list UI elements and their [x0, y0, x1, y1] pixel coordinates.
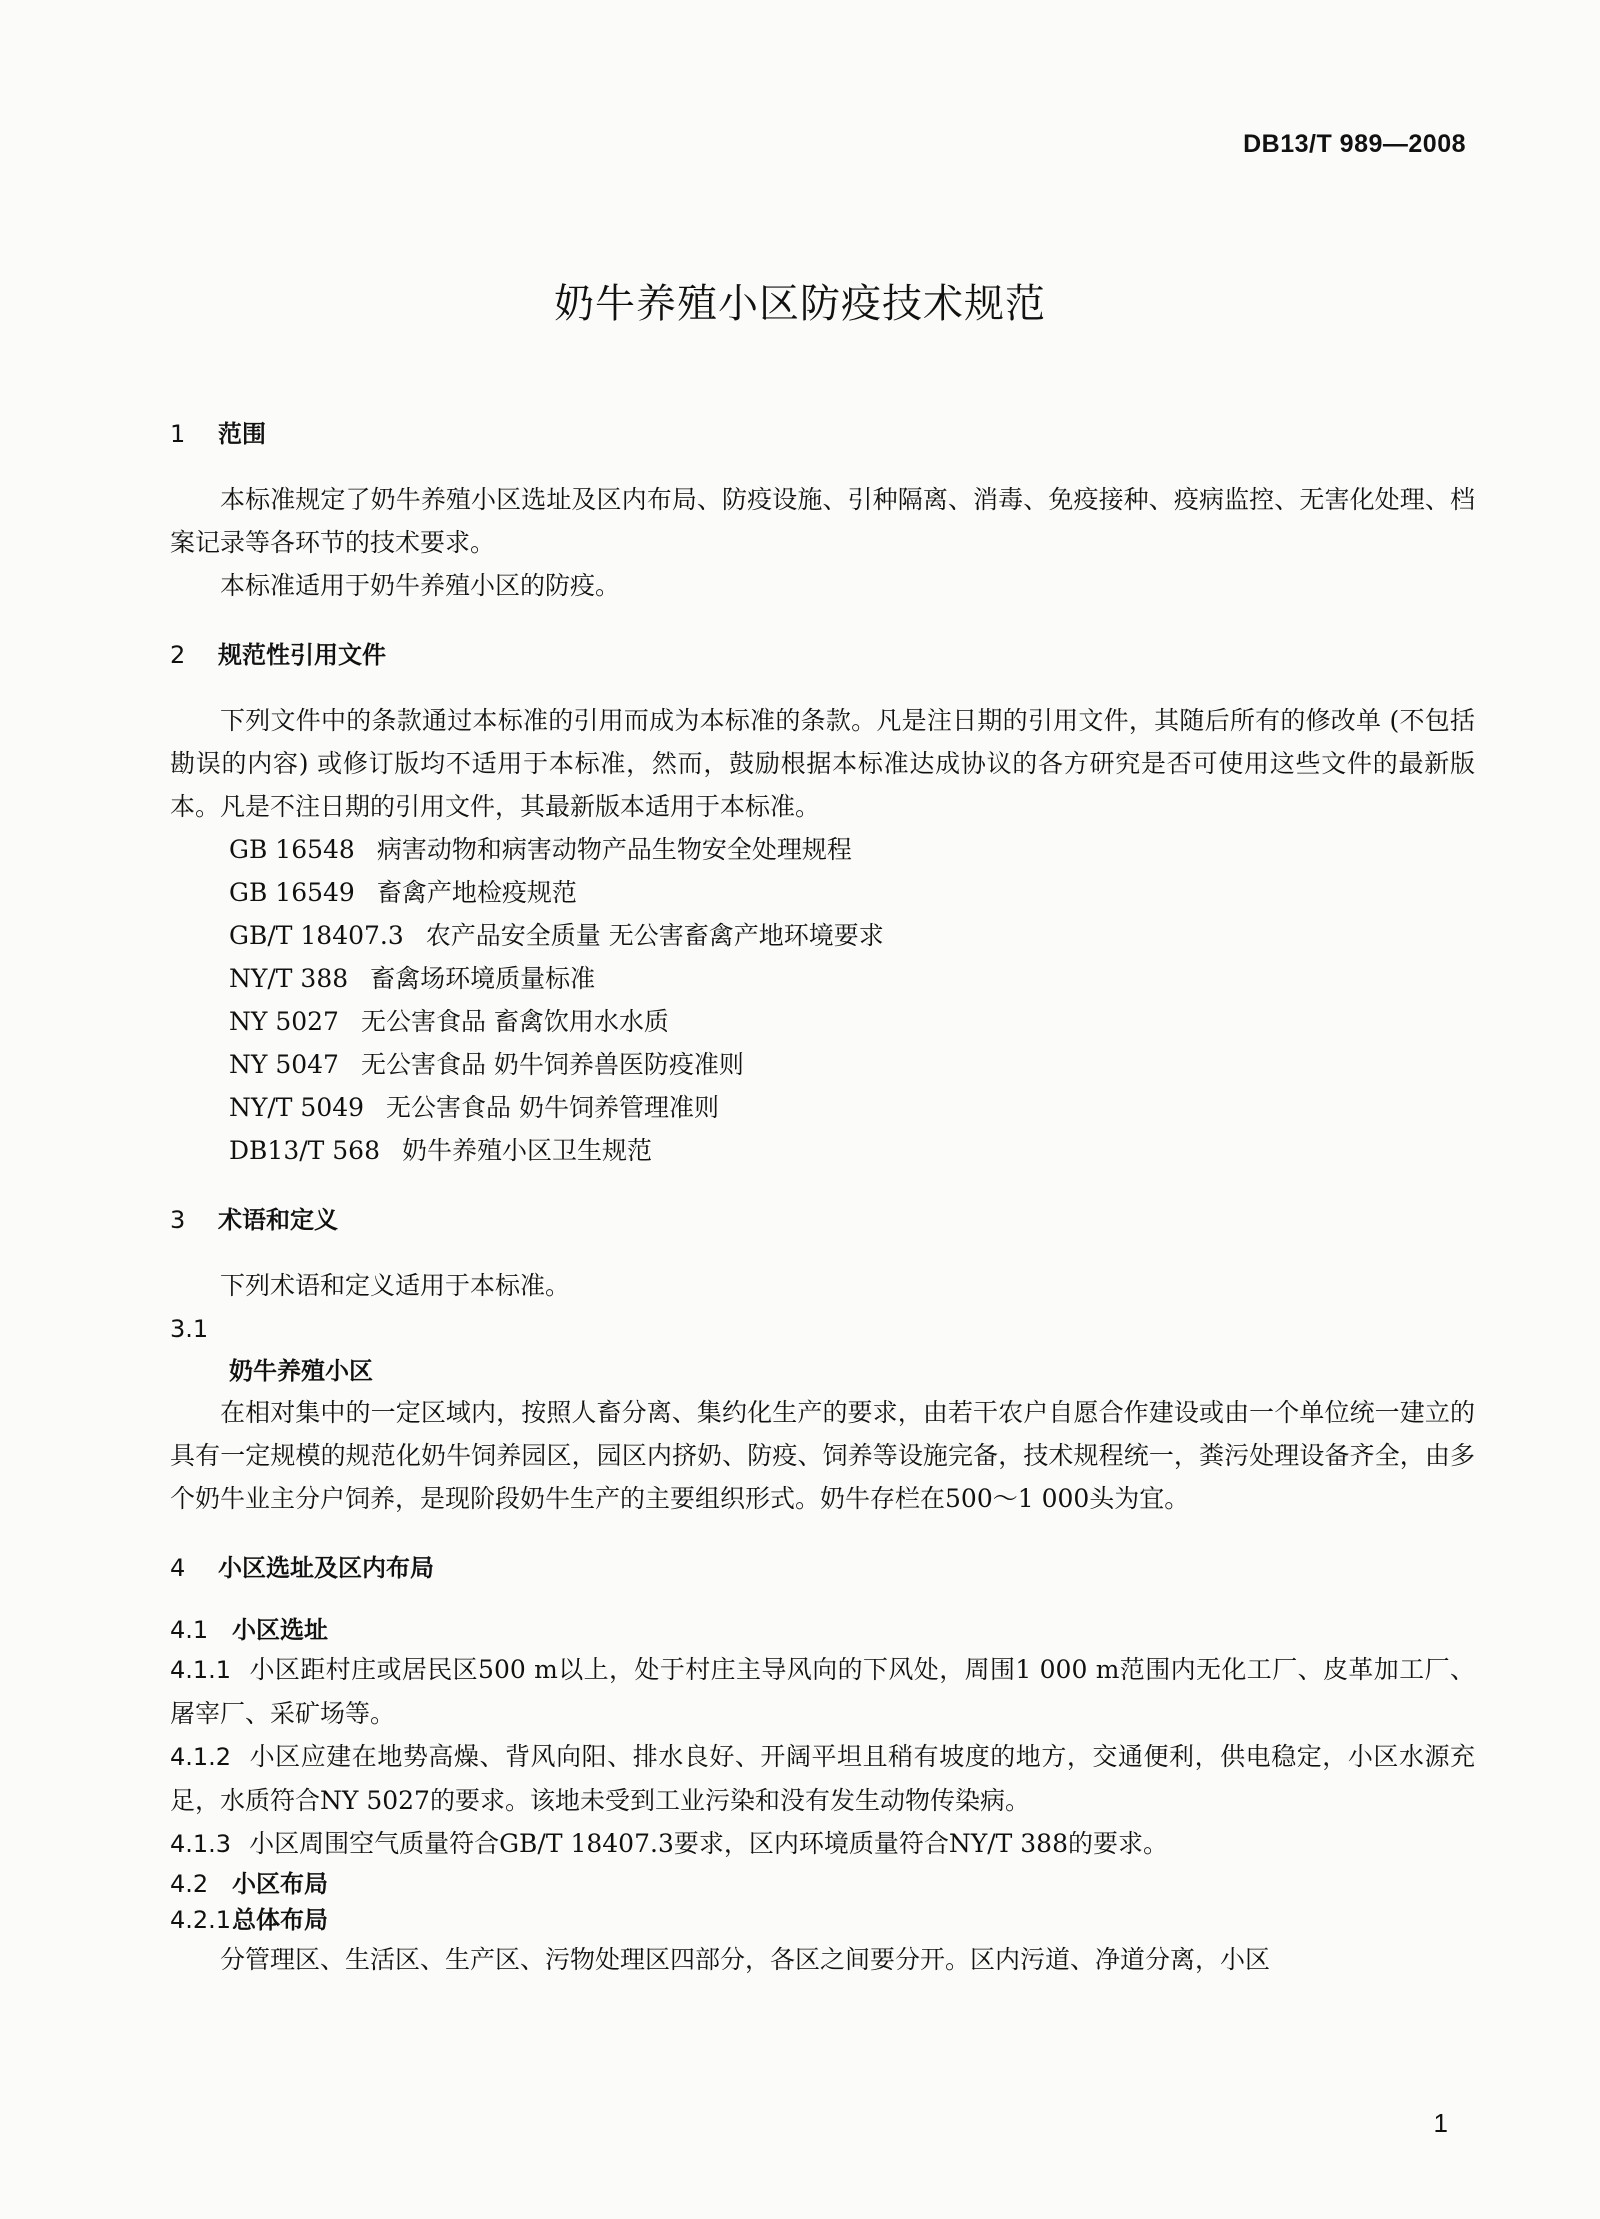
subsection-4-2-1-heading: 4.2.1总体布局	[170, 1906, 328, 1934]
section-1-paragraph: 本标准适用于奶牛养殖小区的防疫。	[220, 571, 621, 600]
reference-item: GB 16549 畜禽产地检疫规范	[229, 878, 577, 907]
section-3-heading: 3 术语和定义	[170, 1206, 338, 1234]
clause-4-1-2: 4.1.2 小区应建在地势高燥、背风向阳、排水良好、开阔平坦且稍有坡度的地方，交通便利，供电稳定，小区水源充足，水质符合NY 5027的要求。该地未受到工业污染和没有发生动物传染病。	[170, 1742, 1475, 1815]
reference-item: GB/T 18407.3 农产品安全质量 无公害畜禽产地环境要求	[229, 921, 884, 950]
term-number: 3.1	[170, 1315, 209, 1343]
reference-item: NY/T 5049 无公害食品 奶牛饲养管理准则	[229, 1093, 719, 1122]
subsection-4-1-heading: 4.1 小区选址	[170, 1616, 328, 1644]
document-title: 奶牛养殖小区防疫技术规范	[554, 281, 1046, 327]
page-number: 1	[1433, 2108, 1448, 2138]
clause-4-2-1-text: 分管理区、生活区、生产区、污物处理区四部分，各区之间要分开。区内污道、净道分离，小区	[220, 1945, 1271, 1974]
document-body	[170, 416, 1475, 1981]
term-name: 奶牛养殖小区	[229, 1357, 373, 1385]
reference-item: NY/T 388 畜禽场环境质量标准	[229, 964, 596, 993]
clause-4-1-3: 4.1.3 小区周围空气质量符合GB/T 18407.3要求，区内环境质量符合NY/T 388的要求。	[170, 1829, 1168, 1858]
section-2-heading: 2 规范性引用文件	[170, 641, 386, 669]
section-1-paragraph: 本标准规定了奶牛养殖小区选址及区内布局、防疫设施、引种隔离、消毒、免疫接种、疫病监控、无害化处理、档案记录等各环节的技术要求。	[170, 485, 1475, 557]
reference-item: DB13/T 568 奶牛养殖小区卫生规范	[229, 1136, 653, 1165]
reference-item: NY 5047 无公害食品 奶牛饲养兽医防疫准则	[229, 1050, 744, 1079]
section-4-heading: 4 小区选址及区内布局	[170, 1554, 434, 1582]
reference-item: NY 5027 无公害食品 畜禽饮用水水质	[229, 1007, 669, 1036]
section-2-intro: 下列文件中的条款通过本标准的引用而成为本标准的条款。凡是注日期的引用文件，其随后所有的修改单 (不包括勘误的内容) 或修订版均不适用于本标准，然而，鼓励根据本标准达成协议的各方研究是否可使用这些文件的最新版本。凡是不注日期的引用文件，其最新版本适用于本标准。	[170, 706, 1475, 821]
reference-item: GB 16548 病害动物和病害动物产品生物安全处理规程	[229, 835, 852, 864]
subsection-4-2-heading: 4.2 小区布局	[170, 1870, 328, 1898]
clause-4-1-1: 4.1.1 小区距村庄或居民区500 m以上，处于村庄主导风向的下风处，周围1 000 m范围内无化工厂、皮革加工厂、屠宰厂、采矿场等。	[170, 1655, 1475, 1728]
term-definition: 在相对集中的一定区域内，按照人畜分离、集约化生产的要求，由若干农户自愿合作建设或由一个单位统一建立的具有一定规模的规范化奶牛饲养园区，园区内挤奶、防疫、饲养等设施完备，技术规程统一，粪污处理设备齐全，由多个奶牛业主分户饲养，是现阶段奶牛生产的主要组织形式。奶牛存栏在500～1 000头为宜。	[170, 1398, 1475, 1513]
section-1-heading: 1 范围	[170, 420, 266, 448]
section-3-intro: 下列术语和定义适用于本标准。	[220, 1271, 571, 1300]
document-code: DB13/T 989—2008	[1243, 130, 1466, 158]
